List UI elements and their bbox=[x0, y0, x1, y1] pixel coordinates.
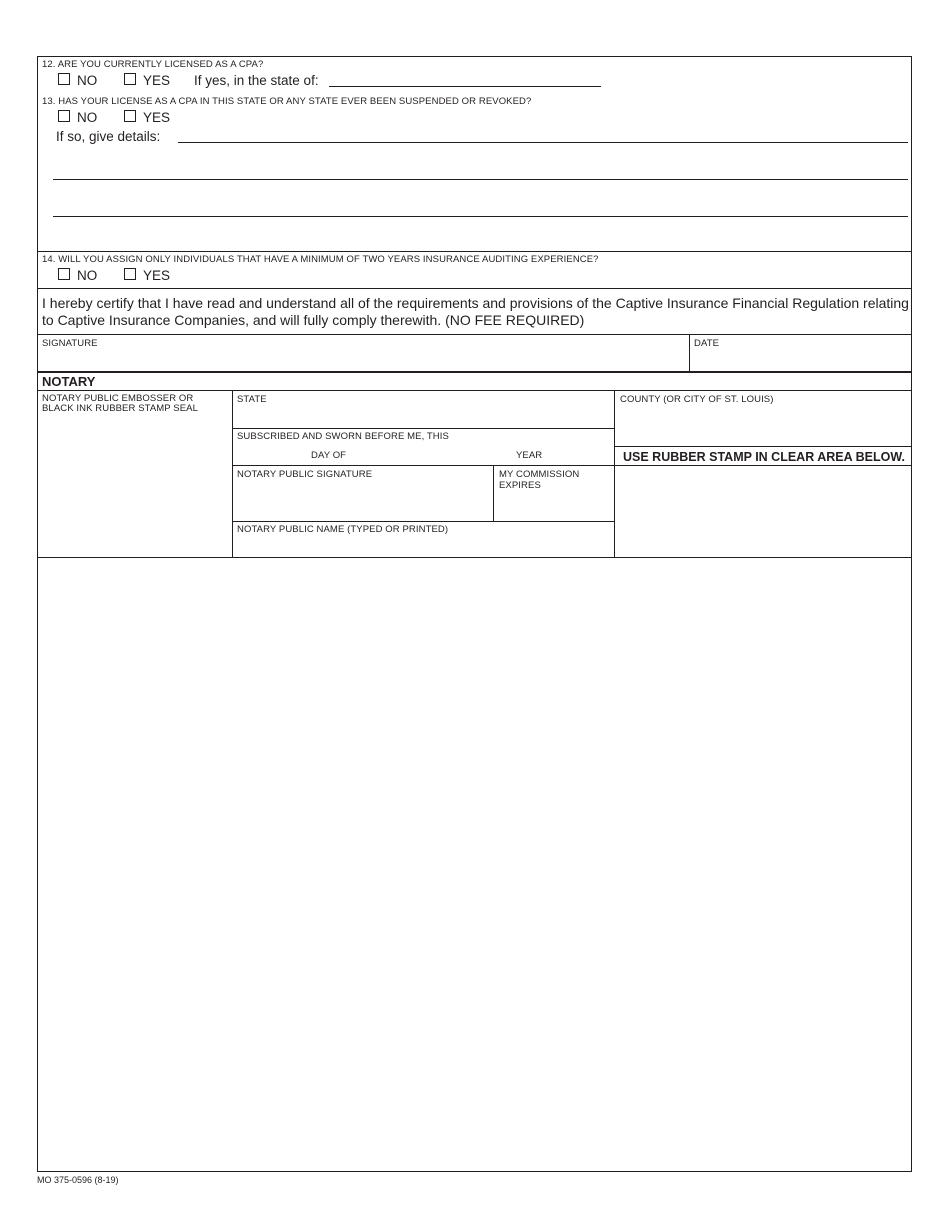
clear-stamp-area bbox=[38, 559, 911, 1170]
divider bbox=[232, 428, 614, 429]
q13-no-checkbox[interactable] bbox=[58, 110, 70, 122]
q13-details-input-2[interactable] bbox=[53, 179, 908, 180]
divider bbox=[232, 465, 912, 466]
divider bbox=[37, 557, 912, 558]
notary-seal-label-line-2: BLACK INK RUBBER STAMP SEAL bbox=[42, 403, 198, 414]
divider bbox=[37, 288, 912, 289]
q12-yes-label: YES bbox=[143, 73, 171, 88]
divider bbox=[37, 371, 912, 373]
notary-title: NOTARY bbox=[42, 374, 96, 389]
notary-name-label: NOTARY PUBLIC NAME (TYPED OR PRINTED) bbox=[237, 524, 449, 535]
notary-signature-field[interactable] bbox=[235, 481, 490, 519]
q12-no-label: NO bbox=[77, 73, 98, 88]
notary-state-field[interactable] bbox=[235, 406, 611, 426]
commission-expires-label bbox=[499, 469, 579, 491]
notary-seal-label-line-1: NOTARY PUBLIC EMBOSSER OR bbox=[42, 393, 194, 404]
divider bbox=[37, 334, 912, 335]
notary-name-field[interactable] bbox=[235, 536, 611, 555]
divider bbox=[493, 465, 494, 521]
q12-question: 12. ARE YOU CURRENTLY LICENSED AS A CPA? bbox=[42, 59, 264, 70]
q13-details-input-1[interactable] bbox=[178, 142, 908, 143]
divider bbox=[614, 390, 615, 557]
q14-yes-checkbox[interactable] bbox=[124, 268, 136, 280]
q14-yes-label: YES bbox=[143, 268, 171, 283]
q14-no-label: NO bbox=[77, 268, 98, 283]
q13-no-label: NO bbox=[77, 110, 98, 125]
divider bbox=[689, 334, 690, 372]
q12-yes-checkbox[interactable] bbox=[124, 73, 136, 85]
signature-field[interactable] bbox=[40, 350, 686, 370]
q13-yes-label: YES bbox=[143, 110, 171, 125]
stamp-instruction: USE RUBBER STAMP IN CLEAR AREA BELOW. bbox=[623, 450, 905, 464]
notary-subscribed-label: SUBSCRIBED AND SWORN BEFORE ME, THIS bbox=[237, 431, 449, 442]
notary-seal-label bbox=[42, 394, 198, 414]
divider bbox=[614, 446, 912, 447]
rubber-stamp-area[interactable] bbox=[617, 468, 909, 556]
notary-state-label: STATE bbox=[237, 394, 267, 405]
notary-day-field[interactable] bbox=[235, 443, 307, 461]
notary-signature-label: NOTARY PUBLIC SIGNATURE bbox=[237, 469, 373, 480]
q13-question: 13. HAS YOUR LICENSE AS A CPA IN THIS STATE OR ANY STATE EVER BEEN SUSPENDED OR REVOKED? bbox=[42, 96, 532, 107]
commission-expires-field[interactable] bbox=[496, 492, 611, 519]
divider bbox=[232, 521, 614, 522]
q13-yes-checkbox[interactable] bbox=[124, 110, 136, 122]
signature-label: SIGNATURE bbox=[42, 338, 98, 349]
date-label: DATE bbox=[694, 338, 720, 349]
certification-line-1: I hereby certify that I have read and understand all of the requirements and provisions of the Captive Insurance Financial Regulation relating bbox=[42, 295, 909, 311]
notary-county-label: COUNTY (OR CITY OF ST. LOUIS) bbox=[620, 394, 774, 405]
q12-state-prompt: If yes, in the state of: bbox=[194, 73, 319, 88]
notary-month-field[interactable] bbox=[350, 443, 510, 461]
divider bbox=[37, 390, 912, 391]
date-field[interactable] bbox=[692, 350, 908, 370]
notary-year-label: YEAR bbox=[516, 450, 543, 461]
q12-no-checkbox[interactable] bbox=[58, 73, 70, 85]
notary-seal-area[interactable] bbox=[40, 420, 228, 555]
q14-no-checkbox[interactable] bbox=[58, 268, 70, 280]
q13-details-prompt: If so, give details: bbox=[56, 129, 161, 144]
divider bbox=[37, 251, 912, 252]
commission-label-line-1: MY COMMISSION bbox=[499, 469, 580, 480]
certification-line-2: to Captive Insurance Companies, and will fully comply therewith. (NO FEE REQUIRED) bbox=[42, 312, 585, 328]
q14-question: 14. WILL YOU ASSIGN ONLY INDIVIDUALS THAT HAVE A MINIMUM OF TWO YEARS INSURANCE AUDITING EXPERIENCE? bbox=[42, 254, 599, 265]
divider bbox=[232, 390, 233, 557]
commission-label-line-2: EXPIRES bbox=[499, 480, 541, 491]
q13-details-input-3[interactable] bbox=[53, 216, 908, 217]
notary-county-field[interactable] bbox=[617, 406, 909, 444]
q12-state-input[interactable] bbox=[329, 86, 601, 87]
notary-day-of-label: DAY OF bbox=[311, 450, 347, 461]
form-number: MO 375-0596 (8-19) bbox=[37, 1175, 119, 1185]
